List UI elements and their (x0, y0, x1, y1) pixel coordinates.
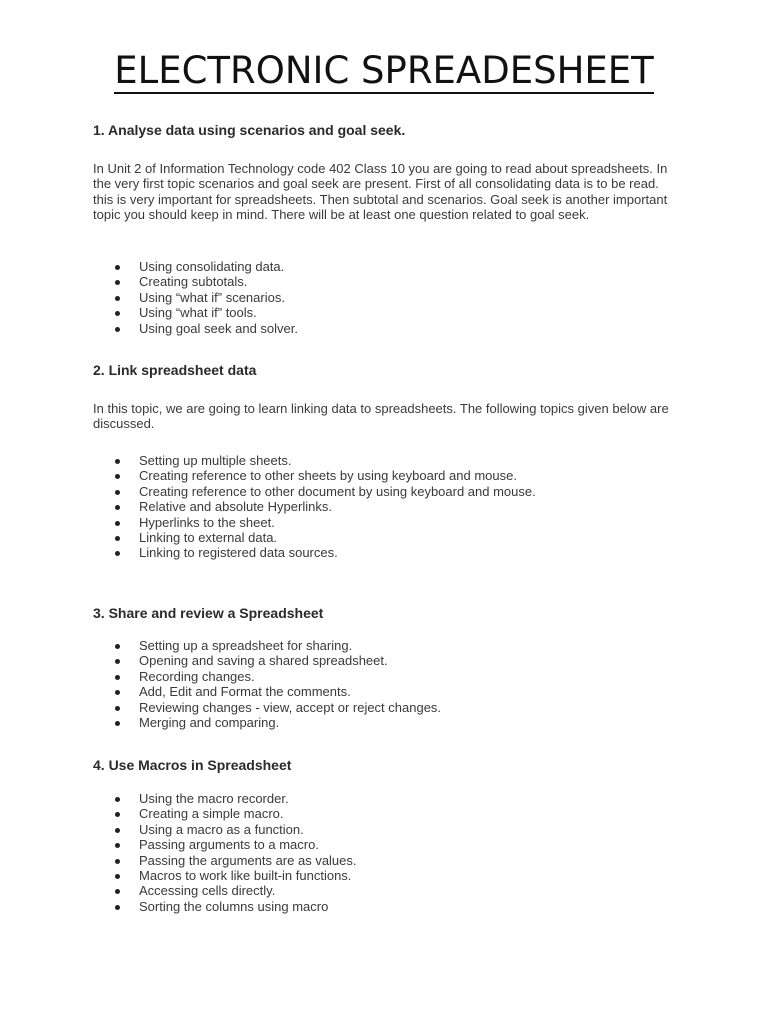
bullet-icon (115, 551, 120, 556)
bullet-icon (115, 706, 120, 711)
list-item: Relative and absolute Hyperlinks. (93, 499, 536, 514)
bullet-icon (115, 828, 120, 833)
list-item: Creating subtotals. (93, 274, 298, 289)
section-2-list (93, 453, 536, 561)
section-1-list (93, 259, 298, 336)
bullet-icon (115, 843, 120, 848)
list-item: Using “what if” scenarios. (93, 290, 298, 305)
list-item: Passing arguments to a macro. (93, 837, 357, 852)
list-item: Passing the arguments are as values. (93, 853, 357, 868)
list-item: Using “what if” tools. (93, 305, 298, 320)
bullet-icon (115, 859, 120, 864)
list-item: Using goal seek and solver. (93, 321, 298, 336)
list-item: Creating reference to other sheets by using keyboard and mouse. (93, 468, 536, 483)
section-2-heading: 2. Link spreadsheet data (93, 362, 257, 378)
list-item: Hyperlinks to the sheet. (93, 515, 536, 530)
list-item: Recording changes. (93, 669, 441, 684)
section-4-heading: 4. Use Macros in Spreadsheet (93, 757, 292, 773)
section-3-heading: 3. Share and review a Spreadsheet (93, 605, 324, 621)
bullet-icon (115, 536, 120, 541)
bullet-icon (115, 675, 120, 680)
list-item: Macros to work like built-in functions. (93, 868, 357, 883)
list-item: Setting up a spreadsheet for sharing. (93, 638, 441, 653)
list-item: Accessing cells directly. (93, 883, 357, 898)
bullet-icon (115, 311, 120, 316)
bullet-icon (115, 690, 120, 695)
section-1-heading: 1. Analyse data using scenarios and goal seek. (93, 122, 406, 138)
list-item: Creating reference to other document by using keyboard and mouse. (93, 484, 536, 499)
bullet-icon (115, 659, 120, 664)
bullet-icon (115, 644, 120, 649)
list-item: Linking to registered data sources. (93, 545, 536, 560)
list-item: Using consolidating data. (93, 259, 298, 274)
list-item: Opening and saving a shared spreadsheet. (93, 653, 441, 668)
bullet-icon (115, 889, 120, 894)
section-3-list (93, 638, 441, 730)
list-item: Merging and comparing. (93, 715, 441, 730)
bullet-icon (115, 474, 120, 479)
bullet-icon (115, 459, 120, 464)
list-item: Setting up multiple sheets. (93, 453, 536, 468)
bullet-icon (115, 905, 120, 910)
list-item: Using the macro recorder. (93, 791, 357, 806)
bullet-icon (115, 505, 120, 510)
section-2-paragraph: In this topic, we are going to learn linking data to spreadsheets. The following topics given below are discussed. (93, 401, 669, 432)
list-item: Linking to external data. (93, 530, 536, 545)
bullet-icon (115, 490, 120, 495)
bullet-icon (115, 327, 120, 332)
list-item: Using a macro as a function. (93, 822, 357, 837)
bullet-icon (115, 521, 120, 526)
section-4-list (93, 791, 357, 914)
bullet-icon (115, 265, 120, 270)
bullet-icon (115, 874, 120, 879)
bullet-icon (115, 812, 120, 817)
document-title: ELECTRONIC SPREADESHEET (114, 49, 654, 92)
list-item: Reviewing changes - view, accept or reject changes. (93, 700, 441, 715)
bullet-icon (115, 721, 120, 726)
section-1-paragraph: In Unit 2 of Information Technology code 402 Class 10 you are going to read about spreadsheets. In the very first topic scenarios and goal seek are present. First of all consolidating data is to be read. this is very important for spreadsheets. Then subtotal and scenarios. Goal seek is another important topic you should keep in mind. There will be at least one question related to goal seek. (93, 161, 668, 223)
list-item: Creating a simple macro. (93, 806, 357, 821)
bullet-icon (115, 296, 120, 301)
list-item: Sorting the columns using macro (93, 899, 357, 914)
bullet-icon (115, 797, 120, 802)
list-item: Add, Edit and Format the comments. (93, 684, 441, 699)
bullet-icon (115, 280, 120, 285)
